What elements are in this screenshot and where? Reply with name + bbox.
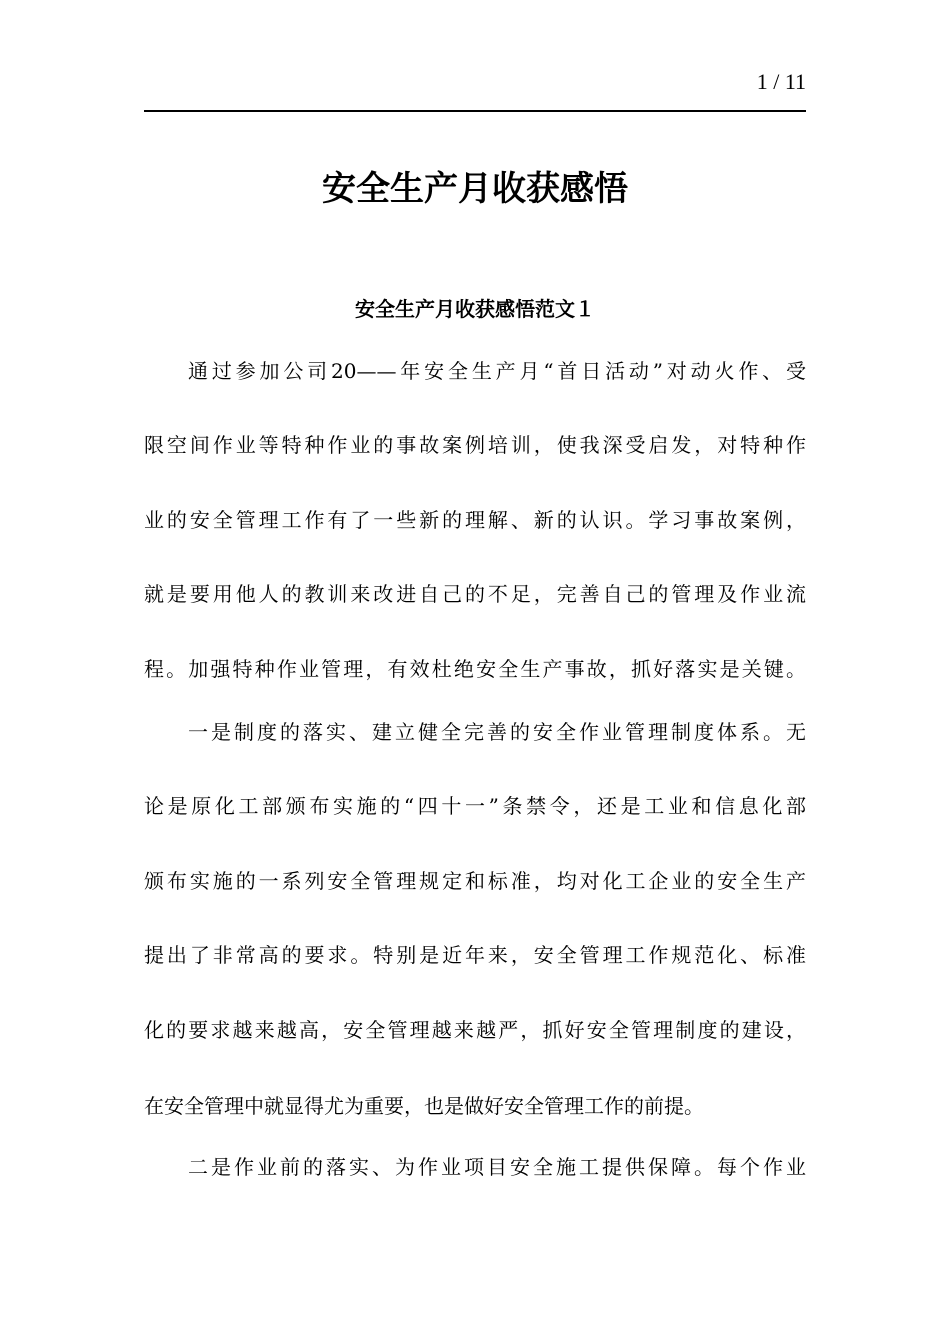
paragraph-3-line-1: 二是作业前的落实、为作业项目安全施工提供保障。每个作业: [188, 1155, 806, 1179]
paragraph-1-line-4: 就是要用他人的教训来改进自己的不足，完善自己的管理及作业流: [144, 582, 806, 606]
paragraph-2-line-3: 颁布实施的一系列安全管理规定和标准，均对化工企业的安全生产: [144, 869, 806, 893]
paragraph-2-line-6: 在安全管理中就显得尤为重要，也是做好安全管理工作的前提。: [144, 1094, 704, 1118]
header-divider: [144, 110, 806, 112]
paragraph-1-line-3: 业的安全管理工作有了一些新的理解、新的认识。学习事故案例，: [144, 508, 806, 532]
paragraph-1-line-1: 通过参加公司20——年安全生产月“首日活动”对动火作、受: [188, 359, 806, 383]
paragraph-2-line-5: 化的要求越来越高，安全管理越来越严，抓好安全管理制度的建设，: [144, 1018, 806, 1042]
paragraph-1-line-5: 程。加强特种作业管理，有效杜绝安全生产事故，抓好落实是关键。: [144, 657, 806, 681]
page-indicator: 1 / 11: [756, 69, 806, 94]
paragraph-2-line-4: 提出了非常高的要求。特别是近年来，安全管理工作规范化、标准: [144, 943, 806, 967]
section-heading: 安全生产月收获感悟范文１: [355, 297, 595, 321]
document-title: 安全生产月收获感悟: [322, 169, 628, 209]
paragraph-1-line-2: 限空间作业等特种作业的事故案例培训，使我深受启发，对特种作: [144, 433, 806, 457]
paragraph-2-line-1: 一是制度的落实、建立健全完善的安全作业管理制度体系。无: [188, 720, 806, 744]
paragraph-2-line-2: 论是原化工部颁布实施的“四十一”条禁令，还是工业和信息化部: [144, 794, 806, 818]
